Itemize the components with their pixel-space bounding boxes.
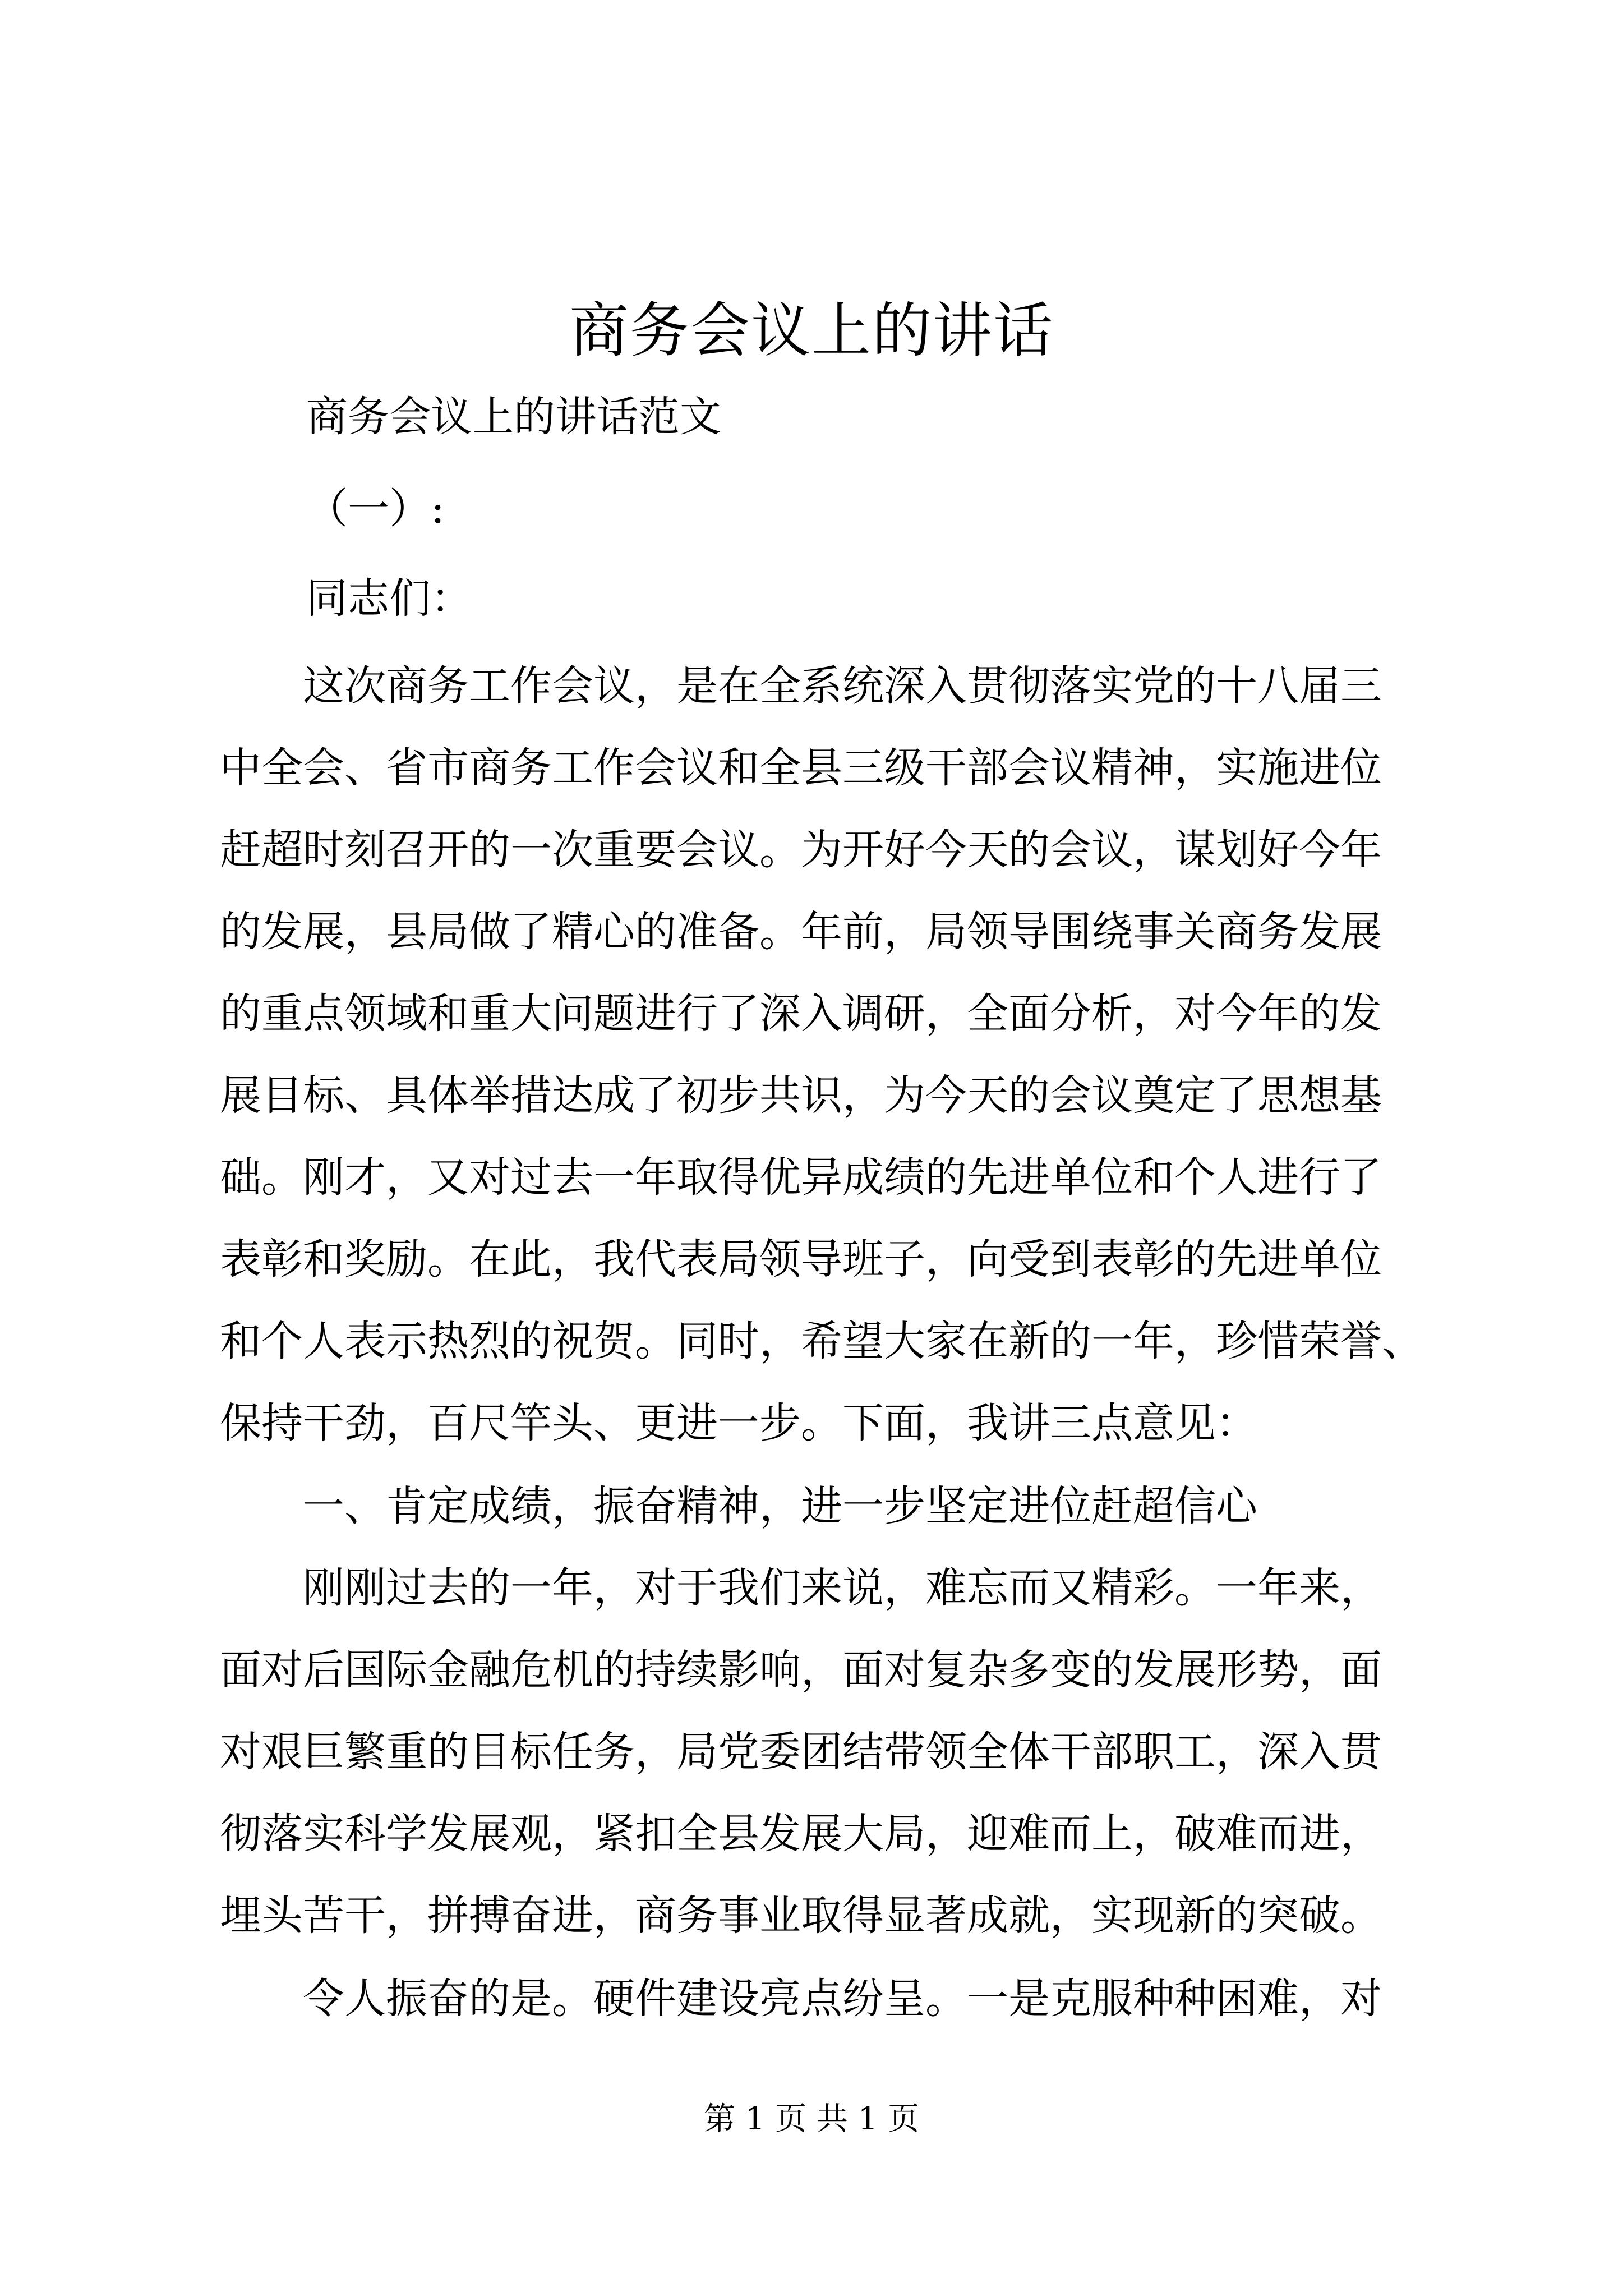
paragraph-line: 赶超时刻召开的一次重要会议。为开好今天的会议，谋划好今年 (220, 826, 1382, 874)
paragraph-3 (220, 1958, 1437, 2040)
paragraph-line: 和个人表示热烈的祝贺。同时，希望大家在新的一年，珍惜荣誉、 (220, 1317, 1423, 1365)
paragraph-line: 刚刚过去的一年，对于我们来说，难忘而又精彩。一年来， (220, 1564, 1382, 1612)
paragraph-line: 令人振奋的是。硬件建设亮点纷呈。一是克服种种困难，对 (220, 1975, 1382, 2023)
paragraph-line: 保持干劲，百尺竿头、更进一步。下面，我讲三点意见： (220, 1399, 1257, 1447)
paragraph-line: 础。刚才，又对过去一年取得优异成绩的先进单位和个人进行了 (220, 1153, 1382, 1202)
document-title: 商务会议上的讲话 (569, 296, 1054, 365)
paragraph-line: 这次商务工作会议，是在全系统深入贯彻落实党的十八届三 (220, 662, 1382, 710)
salutation: 同志们： (306, 574, 472, 623)
paragraph-2 (220, 1547, 1437, 1957)
page-footer: 第 1 页 共 1 页 (703, 2101, 920, 2137)
paragraph-line: 中全会、省市商务工作会议和全县三级干部会议精神，实施进位 (220, 744, 1382, 792)
paragraph-line: 面对后国际金融危机的持续影响，面对复杂多变的发展形势，面 (220, 1646, 1382, 1694)
paragraph-line: 表彰和奖励。在此，我代表局领导班子，向受到表彰的先进单位 (220, 1235, 1382, 1283)
document-subtitle: 商务会议上的讲话范文 (306, 393, 721, 441)
paragraph-line: 的重点领域和重大问题进行了深入调研，全面分析，对今年的发 (220, 990, 1382, 1038)
paragraph-line: 的发展，县局做了精心的准备。年前，局领导围绕事关商务发展 (220, 908, 1382, 956)
paragraph-line: 展目标、具体举措达成了初步共识，为今天的会议奠定了思想基 (220, 1071, 1382, 1120)
paragraph-1 (220, 645, 1437, 1464)
section-heading-line: 一、肯定成绩，振奋精神，进一步坚定进位赶超信心 (220, 1482, 1257, 1530)
paragraph-line: 对艰巨繁重的目标任务，局党委团结带领全体干部职工，深入贯 (220, 1728, 1382, 1776)
section-heading-1 (220, 1465, 1437, 1547)
paragraph-line: 彻落实科学发展观，紧扣全县发展大局，迎难而上，破难而进， (220, 1810, 1382, 1858)
section-numbering: （一）: (306, 485, 445, 533)
paragraph-line: 埋头苦干，拼搏奋进，商务事业取得显著成就，实现新的突破。 (220, 1892, 1382, 1940)
